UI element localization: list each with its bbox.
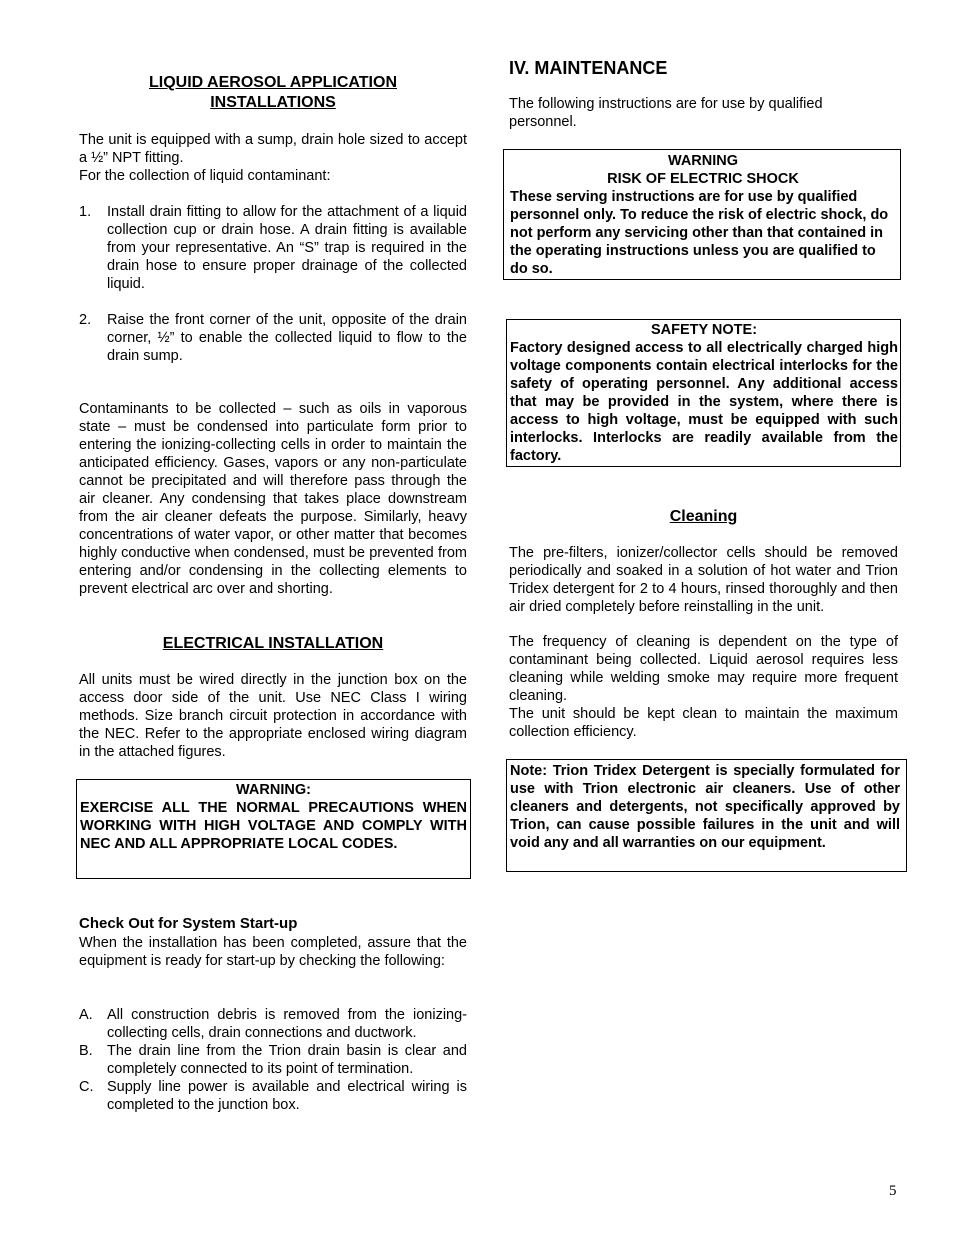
- electric-shock-warning-box: [503, 149, 901, 280]
- safety-note-box: [506, 319, 901, 467]
- item-text: The drain line from the Trion drain basin is clear and completely connected to its point of termination.: [107, 1043, 467, 1077]
- checkout-heading: Check Out for System Start-up: [79, 915, 298, 932]
- checkout-intro: When the installation has been completed, assure that the equipment is ready for start-up by checking the following:: [79, 935, 467, 969]
- note-body: Note: Trion Tridex Detergent is specially formulated for use with Trion electronic air cleaners. Use of other cleaners and detergents, not specifically approved by Trion, can cause possible failures in the unit and will void any and all warranties on our equipment.: [510, 763, 900, 851]
- item-label: B.: [79, 1043, 93, 1059]
- electrical-heading: ELECTRICAL INSTALLATION: [162, 635, 384, 652]
- checkout-item-c: [79, 1078, 467, 1114]
- shock-body: These serving instructions are for use by qualified personnel only. To reduce the risk of electric shock, do not perform any servicing other than that contained in the operating instructions unless you are qualified to do so.: [510, 189, 889, 277]
- maintenance-intro: The following instructions are for use by qualified personnel.: [509, 96, 823, 130]
- safety-body: Factory designed access to all electrically charged high voltage components contain electrical interlocks for the safety of operating personnel. Any additional access that may be provided in the system, where there is access to high voltage, must be equipped with such interlocks. Interlocks are readily available from the factory.: [510, 340, 898, 464]
- item-label: C.: [79, 1079, 94, 1095]
- step-label: 2.: [79, 312, 92, 328]
- liquid-intro: The unit is equipped with a sump, drain hole sized to accept a ½” NPT fitting.: [79, 132, 467, 166]
- item-label: A.: [79, 1007, 93, 1023]
- high-voltage-warning-box: [76, 779, 471, 879]
- liquid-step-2: [79, 311, 467, 365]
- checkout-item-b: [79, 1042, 467, 1078]
- safety-title: SAFETY NOTE:: [650, 322, 758, 338]
- liquid-step-1: [79, 203, 467, 293]
- step-label: 1.: [79, 204, 92, 220]
- checkout-item-a: [79, 1006, 467, 1042]
- step-text: Raise the front corner of the unit, opposite of the drain corner, ½” to enable the collected liquid to flow to the drain sump.: [107, 312, 467, 364]
- step-text: Install drain fitting to allow for the attachment of a liquid collection cup or drain hose. A drain fitting is available from your representative. An “S” trap is required in the drain hose to ensure proper drainage of the collected liquid.: [107, 204, 467, 292]
- cleaning-heading: Cleaning: [669, 508, 738, 525]
- item-text: All construction debris is removed from the ionizing-collecting cells, drain connections and ductwork.: [107, 1007, 467, 1041]
- shock-title-line2: RISK OF ELECTRIC SHOCK: [607, 171, 799, 187]
- contaminants-paragraph: Contaminants to be collected – such as oils in vaporous state – must be condensed into particulate form prior to entering the ionizing-collecting cells in order to maintain the anticipated efficiency. Gases, vapors or any non-particulate cannot be precipitated and will therefore pass through the air cleaner. Any condensing that takes place downstream from the air cleaner defeats the purpose. Similarly, heavy concentrations of water vapor, or other matter that becomes highly conductive when condensed, must be prevented from entering and/or condensing in the collecting elements to prevent electrical arc over and shorting.: [79, 401, 467, 597]
- liquid-heading-line1: LIQUID AEROSOL APPLICATION: [148, 74, 397, 91]
- liquid-heading-line2: INSTALLATIONS: [210, 94, 336, 111]
- electrical-paragraph: All units must be wired directly in the junction box on the access door side of the unit. Use NEC Class I wiring methods. Size branch circuit protection in accordance with the NEC. Refer to the appropriate enclosed wiring diagram in the attached figures.: [79, 672, 467, 760]
- cleaning-paragraph-1: The pre-filters, ionizer/collector cells should be removed periodically and soaked in a solution of hot water and Trion Tridex detergent for 2 to 4 hours, rinsed thoroughly and then air dried completely before reinstalling in the unit.: [509, 545, 898, 615]
- liquid-intro-2: For the collection of liquid contaminant:: [79, 168, 331, 184]
- detergent-note-box: [506, 759, 907, 872]
- liquid-aerosol-heading: [79, 73, 467, 113]
- maintenance-heading: IV. MAINTENANCE: [509, 58, 668, 78]
- cleaning-paragraph-3: The unit should be kept clean to maintain the maximum collection efficiency.: [509, 706, 898, 740]
- page-number: 5: [889, 1183, 897, 1199]
- item-text: Supply line power is available and electrical wiring is completed to the junction box.: [107, 1079, 467, 1113]
- warning-title: WARNING:: [236, 782, 311, 798]
- cleaning-paragraph-2: The frequency of cleaning is dependent on the type of contaminant being collected. Liquid aerosol requires less cleaning while welding smoke may require more frequent cleaning.: [509, 634, 898, 704]
- warning-body: EXERCISE ALL THE NORMAL PRECAUTIONS WHEN WORKING WITH HIGH VOLTAGE AND COMPLY WITH NEC AND ALL APPROPRIATE LOCAL CODES.: [80, 800, 467, 852]
- shock-title-line1: WARNING: [667, 153, 739, 169]
